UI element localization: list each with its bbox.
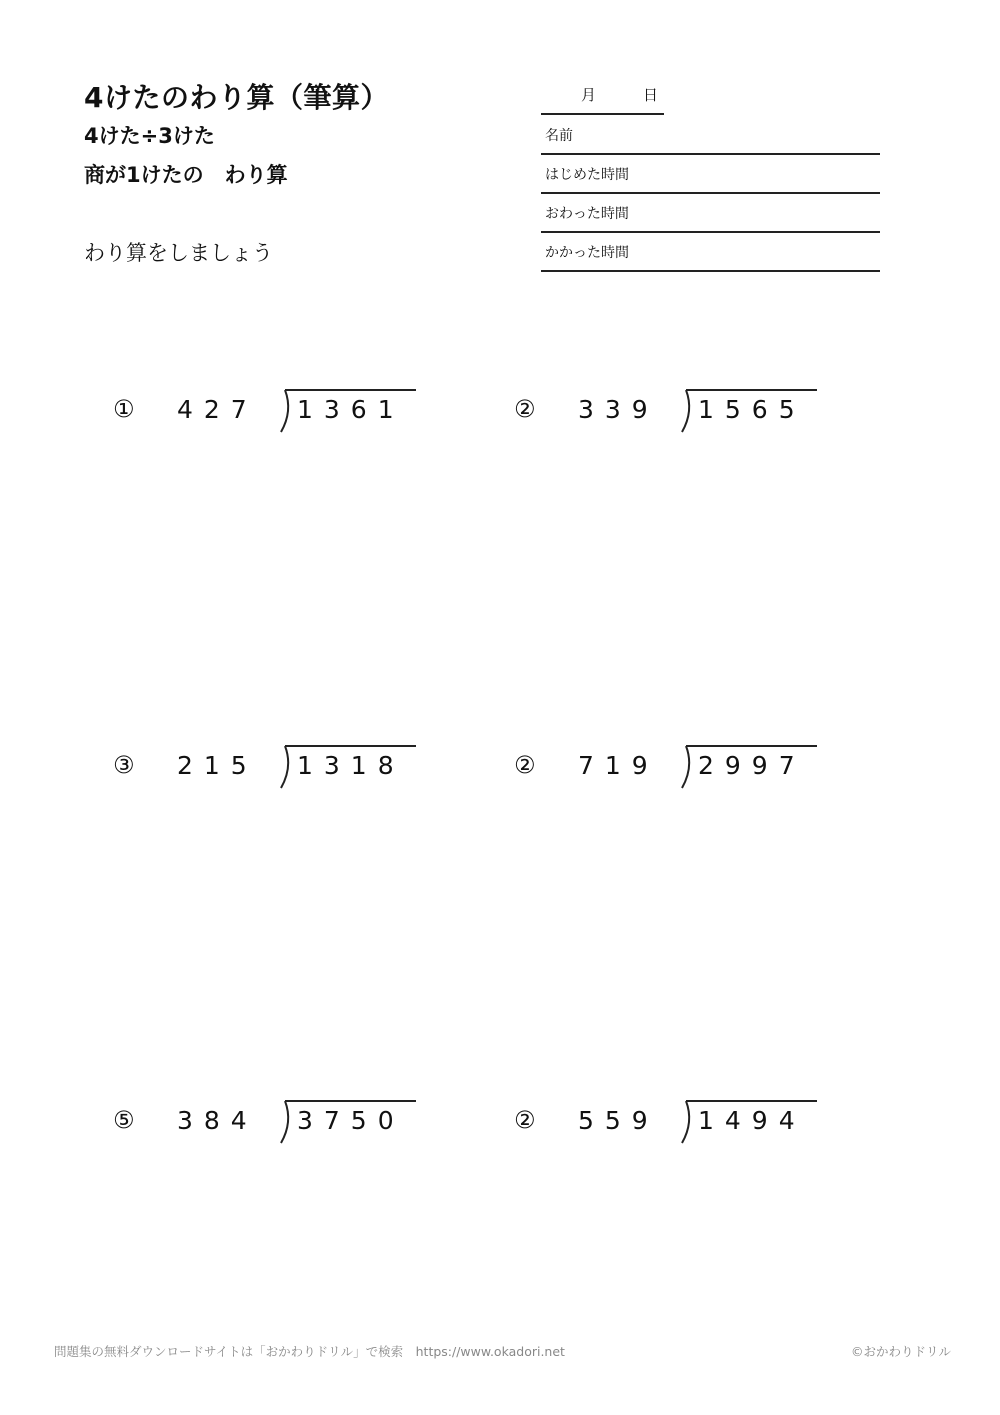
long-division-bar (686, 389, 817, 391)
start-time-field[interactable] (541, 154, 880, 194)
division-problem (113, 1100, 443, 1150)
divisor: 384 (177, 1106, 258, 1135)
divisor: 719 (578, 751, 659, 780)
footer-copyright: ©おかわりドリル (851, 1344, 952, 1359)
long-division-bar (285, 389, 416, 391)
footer-download-note: 問題集の無料ダウンロードサイトは「おかわりドリル」で検索 https://www.okadori.net (54, 1344, 565, 1359)
problem-number: ⑤ (113, 1106, 135, 1134)
long-division-bracket (676, 745, 696, 789)
division-problem (514, 1100, 844, 1150)
problem-number: ③ (113, 751, 135, 779)
start-time-label: はじめた時間 (545, 167, 629, 183)
problem-number: ② (514, 751, 536, 779)
worksheet-title: 4けたのわり算（筆算） (84, 81, 389, 114)
long-division-bar (285, 745, 416, 747)
long-division-bar (285, 1100, 416, 1102)
long-division-bar (686, 1100, 817, 1102)
division-problem (514, 389, 844, 439)
divisor: 339 (578, 395, 659, 424)
division-problem (514, 745, 844, 795)
divisor: 559 (578, 1106, 659, 1135)
problem-number: ① (113, 395, 135, 423)
division-problem (113, 389, 443, 439)
long-division-bracket (275, 1100, 295, 1144)
problem-number: ② (514, 1106, 536, 1134)
problem-number: ② (514, 395, 536, 423)
long-division-bracket (275, 389, 295, 433)
divisor: 427 (177, 395, 258, 424)
dividend: 1361 (297, 395, 405, 424)
elapsed-time-field[interactable] (541, 232, 880, 272)
dividend: 1318 (297, 751, 405, 780)
name-field[interactable] (541, 115, 880, 155)
dividend: 3750 (297, 1106, 405, 1135)
divisor: 215 (177, 751, 258, 780)
dividend: 1565 (698, 395, 806, 424)
dividend: 1494 (698, 1106, 806, 1135)
day-label: 日 (643, 86, 659, 104)
dividend: 2997 (698, 751, 806, 780)
worksheet-subtitle-2: 商が1けたの わり算 (84, 163, 288, 187)
date-field[interactable] (541, 82, 664, 115)
long-division-bracket (676, 1100, 696, 1144)
long-division-bar (686, 745, 817, 747)
division-problem (113, 745, 443, 795)
instruction-text: わり算をしましょう (84, 241, 273, 265)
month-label: 月 (581, 86, 597, 104)
worksheet-subtitle: 4けた÷3けた (84, 124, 215, 148)
name-label: 名前 (545, 128, 573, 144)
elapsed-time-label: かかった時間 (545, 245, 629, 261)
long-division-bracket (676, 389, 696, 433)
end-time-label: おわった時間 (545, 206, 629, 222)
end-time-field[interactable] (541, 193, 880, 233)
long-division-bracket (275, 745, 295, 789)
